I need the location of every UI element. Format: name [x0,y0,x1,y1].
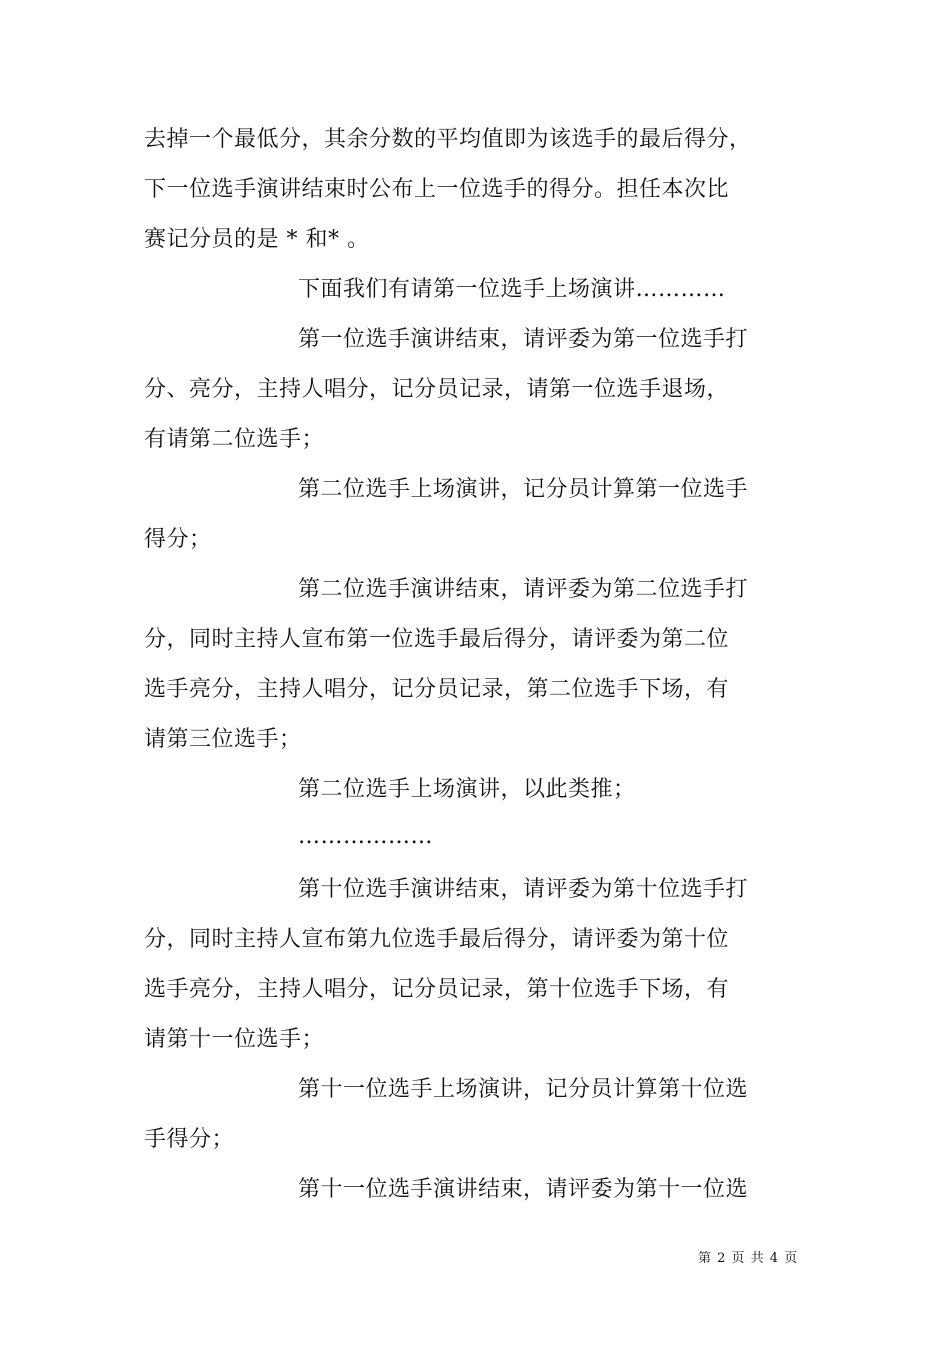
text-line: 请第十一位选手； [144,1027,325,1052]
text-line: 手得分； [144,1127,235,1152]
text-line: 赛记分员的是 * 和* 。 [144,227,370,252]
page-number: 第 2 页 共 4 页 [698,1251,799,1266]
paragraph-start: 第二位选手上场演讲，记分员计算第一位选手 [298,477,749,502]
text-line: 下一位选手演讲结束时公布上一位选手的得分。担任本次比 [144,177,730,202]
text-line: 请第三位选手； [144,727,302,752]
text-line: 分、亮分，主持人唱分，记分员记录，请第一位选手退场， [144,377,730,402]
text-line: 得分； [144,527,212,552]
ellipsis-line: ……………… [298,824,433,849]
paragraph-start: 第二位选手演讲结束，请评委为第二位选手打 [298,577,749,602]
text-line: 去掉一个最低分，其余分数的平均值即为该选手的最后得分， [144,127,752,152]
paragraph-start: 第十一位选手上场演讲，记分员计算第十位选 [298,1077,749,1102]
text-line: 选手亮分，主持人唱分，记分员记录，第二位选手下场，有 [144,677,730,702]
paragraph-start: 第一位选手演讲结束，请评委为第一位选手打 [298,327,749,352]
paragraph-start: 第十位选手演讲结束，请评委为第十位选手打 [298,877,749,902]
text-line: 有请第二位选手； [144,427,325,452]
text-line: 分，同时主持人宣布第一位选手最后得分，请评委为第二位 [144,627,730,652]
paragraph-start: 下面我们有请第一位选手上场演讲………… [298,277,726,302]
text-line: 分，同时主持人宣布第九位选手最后得分，请评委为第十位 [144,927,730,952]
paragraph-start: 第十一位选手演讲结束，请评委为第十一位选 [298,1177,749,1202]
text-line: 选手亮分，主持人唱分，记分员记录，第十位选手下场，有 [144,977,730,1002]
paragraph-start: 第二位选手上场演讲，以此类推； [298,777,636,802]
